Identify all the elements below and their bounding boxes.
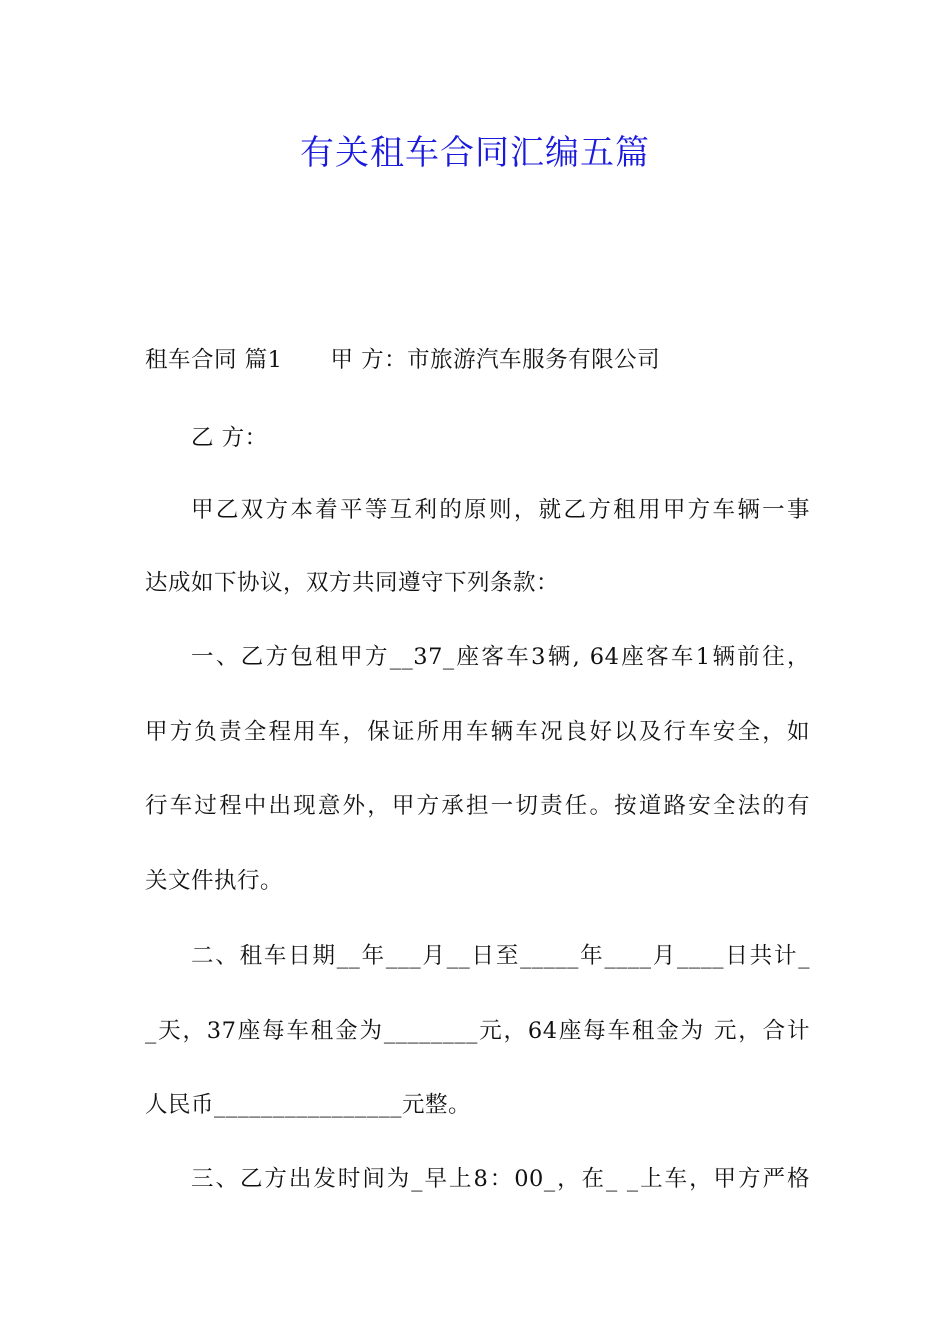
heading-line xyxy=(145,340,810,380)
paragraph-line: 人民币________________元整。 xyxy=(145,1092,472,1118)
paragraph-line: 达成如下协议，双方共同遵守下列条款： xyxy=(145,570,560,596)
paragraph-line: 甲乙双方本着平等互利的原则，就乙方租用甲方车辆一事 xyxy=(191,497,810,523)
paragraph-line: 关文件执行。 xyxy=(145,868,284,894)
paragraph-line: 二、租车日期__年___月__日至_____年____月____日共计_ xyxy=(191,943,810,969)
section-heading: 租车合同 篇1 xyxy=(145,347,283,373)
party-a-line: 甲 方：市旅游汽车服务有限公司 xyxy=(330,347,661,373)
document-title: 有关租车合同汇编五篇 xyxy=(300,133,650,173)
paragraph-line: 行车过程中出现意外，甲方承担一切责任。按道路安全法的有 xyxy=(145,793,810,819)
paragraph-line: _天，37座每车租金为________元，64座每车租金为 元，合计 xyxy=(145,1018,810,1044)
party-b-line: 乙 方： xyxy=(191,425,268,451)
paragraph-line: 一、乙方包租甲方__37_座客车3辆, 64座客车1辆前往， xyxy=(191,644,810,670)
paragraph-line: 三、乙方出发时间为_早上8：00_，在_ _上车，甲方严格 xyxy=(191,1166,810,1192)
paragraph-line: 甲方负责全程用车，保证所用车辆车况良好以及行车安全，如 xyxy=(145,719,810,745)
